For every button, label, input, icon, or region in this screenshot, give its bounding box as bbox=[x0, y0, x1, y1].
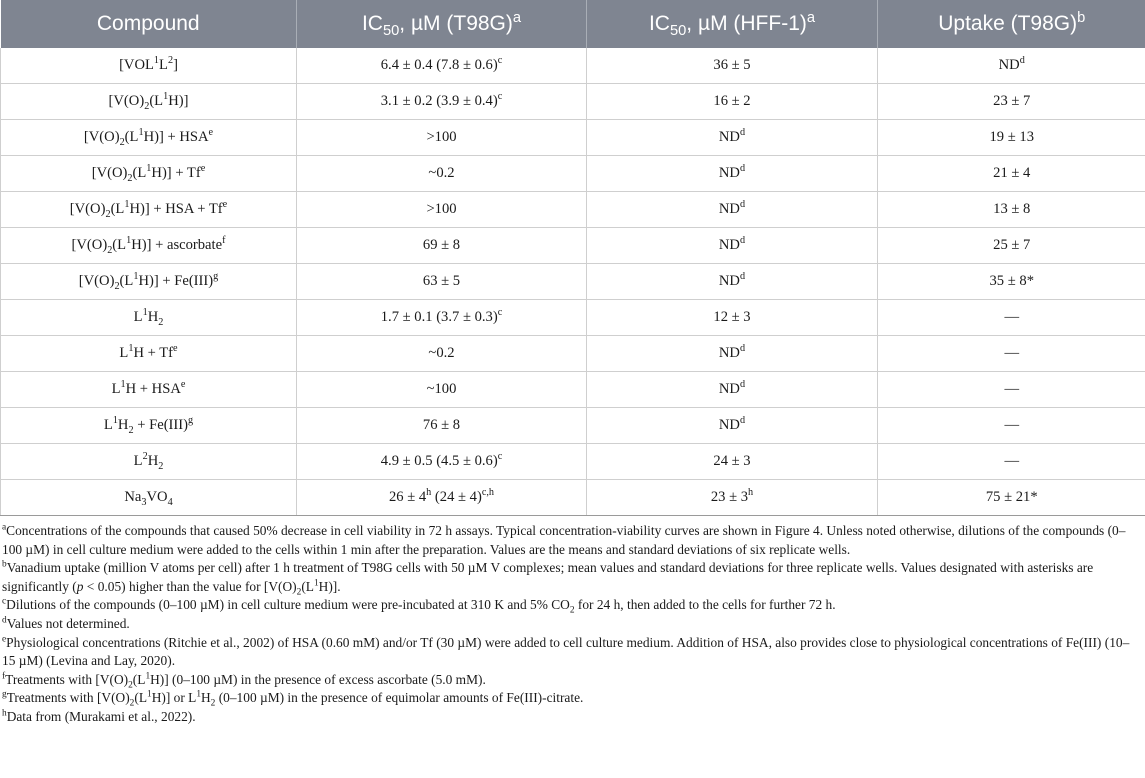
compound-cell: $[V(O)_2(L^1H)] + Tf^e$ bbox=[1, 156, 297, 192]
uptake-cell: — bbox=[878, 336, 1145, 372]
table-row bbox=[1, 192, 1145, 228]
table-row bbox=[1, 336, 1145, 372]
compound-cell: $[V(O)_2(L^1H)]$ + HSA + $Tf^e$ bbox=[1, 192, 297, 228]
uptake-cell: 13 ± 8 bbox=[878, 192, 1145, 228]
ic50-t98g-cell: 1.7 ± 0.1 $(3.7 \pm 0.3)^c$ bbox=[297, 300, 587, 336]
ic50-hff1-cell: $ND^d$ bbox=[587, 156, 878, 192]
uptake-cell: 21 ± 4 bbox=[878, 156, 1145, 192]
compound-cell: $L^1H_2 + Fe(III)^g$ bbox=[1, 408, 297, 444]
footnote: $^b$Vanadium uptake (million V atoms per cell) after 1 h treatment of T98G cells with 50 µM V complexes; mean values and standard deviations for three replicate wells. Values designated with asterisks are significantly (p < 0.05) higher than the value for $[V(O)_2(L^1H)]$. bbox=[2, 559, 1094, 598]
header-row bbox=[1, 0, 1145, 48]
ic50-hff1-cell: $ND^d$ bbox=[587, 264, 878, 300]
ic50-hff1-cell: $23 \pm 3^h$ bbox=[587, 480, 878, 516]
header-compound: Compound bbox=[1, 0, 297, 48]
ic50-t98g-cell: >100 bbox=[297, 120, 587, 156]
uptake-cell: — bbox=[878, 372, 1145, 408]
footnote: $^g$Treatments with $[V(O)_2(L^1H)]$ or $L^1H_2$ (0–100 µM) in the presence of equimolar amounts of Fe(III)-citrate. bbox=[2, 689, 584, 710]
table-row bbox=[1, 300, 1145, 336]
header-ic50-hff1: $IC_{50}$, µM $(HFF-1)^a$ bbox=[587, 0, 878, 48]
ic50-hff1-cell: 16 ± 2 bbox=[587, 84, 878, 120]
ic50-hff1-cell: 12 ± 3 bbox=[587, 300, 878, 336]
uptake-cell: 25 ± 7 bbox=[878, 228, 1145, 264]
ic50-hff1-cell: $ND^d$ bbox=[587, 228, 878, 264]
table-row bbox=[1, 480, 1145, 516]
table-row bbox=[1, 120, 1145, 156]
header-ic50-t98g: $IC_{50}$, µM $(T98G)^a$ bbox=[297, 0, 587, 48]
compound-cell: $L^1H + Tf^e$ bbox=[1, 336, 297, 372]
ic50-hff1-cell: $ND^d$ bbox=[587, 372, 878, 408]
ic50-hff1-cell: $ND^d$ bbox=[587, 408, 878, 444]
footnote: $^e$Physiological concentrations (Ritchie et al., 2002) of HSA (0.60 mM) and/or Tf (30 µM) were added to cell culture medium. Addition of HSA, also provides close to physiological concentrations of Fe(III) (10–15 µM) (Levina and Lay, 2020). bbox=[2, 634, 1130, 669]
table-body bbox=[1, 48, 1145, 516]
ic50-t98g-cell: 76 ± 8 bbox=[297, 408, 587, 444]
ic50-t98g-cell: 3.1 ± 0.2 $(3.9 \pm 0.4)^c$ bbox=[297, 84, 587, 120]
footnote: $^f$Treatments with $[V(O)_2(L^1H)]$ (0–100 µM) in the presence of excess ascorbate (5.0 mM). bbox=[2, 671, 486, 691]
uptake-cell: 35 ± 8* bbox=[878, 264, 1145, 300]
compound-cell: $L^1H_2$ bbox=[1, 300, 297, 336]
compound-cell: $Na_3VO_4$ bbox=[1, 480, 297, 516]
table-row bbox=[1, 372, 1145, 408]
ic50-hff1-cell: $ND^d$ bbox=[587, 336, 878, 372]
ic50-hff1-cell: $ND^d$ bbox=[587, 120, 878, 156]
table-row bbox=[1, 48, 1145, 84]
compound-cell: $L^2H_2$ bbox=[1, 444, 297, 480]
compound-cell: $L^1H + HSA^e$ bbox=[1, 372, 297, 408]
ic50-t98g-cell: 4.9 ± 0.5 $(4.5 \pm 0.6)^c$ bbox=[297, 444, 587, 480]
ic50-t98g-cell: >100 bbox=[297, 192, 587, 228]
ic50-hff1-cell: 36 ± 5 bbox=[587, 48, 878, 84]
ic50-t98g-cell: ~100 bbox=[297, 372, 587, 408]
ic50-t98g-cell: ~0.2 bbox=[297, 336, 587, 372]
table-footnotes bbox=[0, 516, 1145, 727]
uptake-cell: — bbox=[878, 408, 1145, 444]
footnote: $^c$Dilutions of the compounds (0–100 µM) in cell culture medium were pre-incubated at 310 K and 5% $CO_2$ for 24 h, then added to the cells for further 72 h. bbox=[2, 596, 836, 617]
footnote: $^h$Data from (Murakami et al., 2022). bbox=[2, 708, 196, 724]
compound-cell: $[V(O)_2(L^1H)] + HSA^e$ bbox=[1, 120, 297, 156]
compound-cell: $[V(O)_2(L^1H)]$ + ascorbate$^f$ bbox=[1, 228, 297, 264]
footnote: $^a$Concentrations of the compounds that caused 50% decrease in cell viability in 72 h assays. Typical concentration-viability curves are shown in Figure 4. Unless noted otherwise, dilutions of the compounds (0–100 µM) in cell culture medium were added to the cells within 1 min after the preparation. Values are the means and standard deviations of six replicate wells. bbox=[2, 522, 1126, 557]
uptake-cell: 19 ± 13 bbox=[878, 120, 1145, 156]
footnote: $^d$Values not determined. bbox=[2, 615, 130, 631]
uptake-cell: $ND^d$ bbox=[878, 48, 1145, 84]
table-row bbox=[1, 228, 1145, 264]
table-row bbox=[1, 156, 1145, 192]
compound-cell: $[V(O)_2(L^1H)]$ bbox=[1, 84, 297, 120]
ic50-t98g-cell: 63 ± 5 bbox=[297, 264, 587, 300]
table-row bbox=[1, 84, 1145, 120]
compound-cell: $[V(O)_2(L^1H)] + Fe(III)^g$ bbox=[1, 264, 297, 300]
ic50-t98g-cell: $26 \pm 4^h$ $(24 \pm 4)^{c,h}$ bbox=[297, 480, 587, 516]
uptake-cell: — bbox=[878, 444, 1145, 480]
header-uptake: Uptake $(T98G)^b$ bbox=[878, 0, 1145, 48]
table-row bbox=[1, 408, 1145, 444]
ic50-t98g-cell: 6.4 ± 0.4 $(7.8 \pm 0.6)^c$ bbox=[297, 48, 587, 84]
table-row bbox=[1, 444, 1145, 480]
table-row bbox=[1, 264, 1145, 300]
ic50-hff1-cell: 24 ± 3 bbox=[587, 444, 878, 480]
ic50-hff1-cell: $ND^d$ bbox=[587, 192, 878, 228]
ic50-t98g-cell: ~0.2 bbox=[297, 156, 587, 192]
uptake-cell: — bbox=[878, 300, 1145, 336]
compound-cell: $[VOL^1L^2]$ bbox=[1, 48, 297, 84]
uptake-cell: 75 ± 21* bbox=[878, 480, 1145, 516]
ic50-t98g-cell: 69 ± 8 bbox=[297, 228, 587, 264]
uptake-cell: 23 ± 7 bbox=[878, 84, 1145, 120]
